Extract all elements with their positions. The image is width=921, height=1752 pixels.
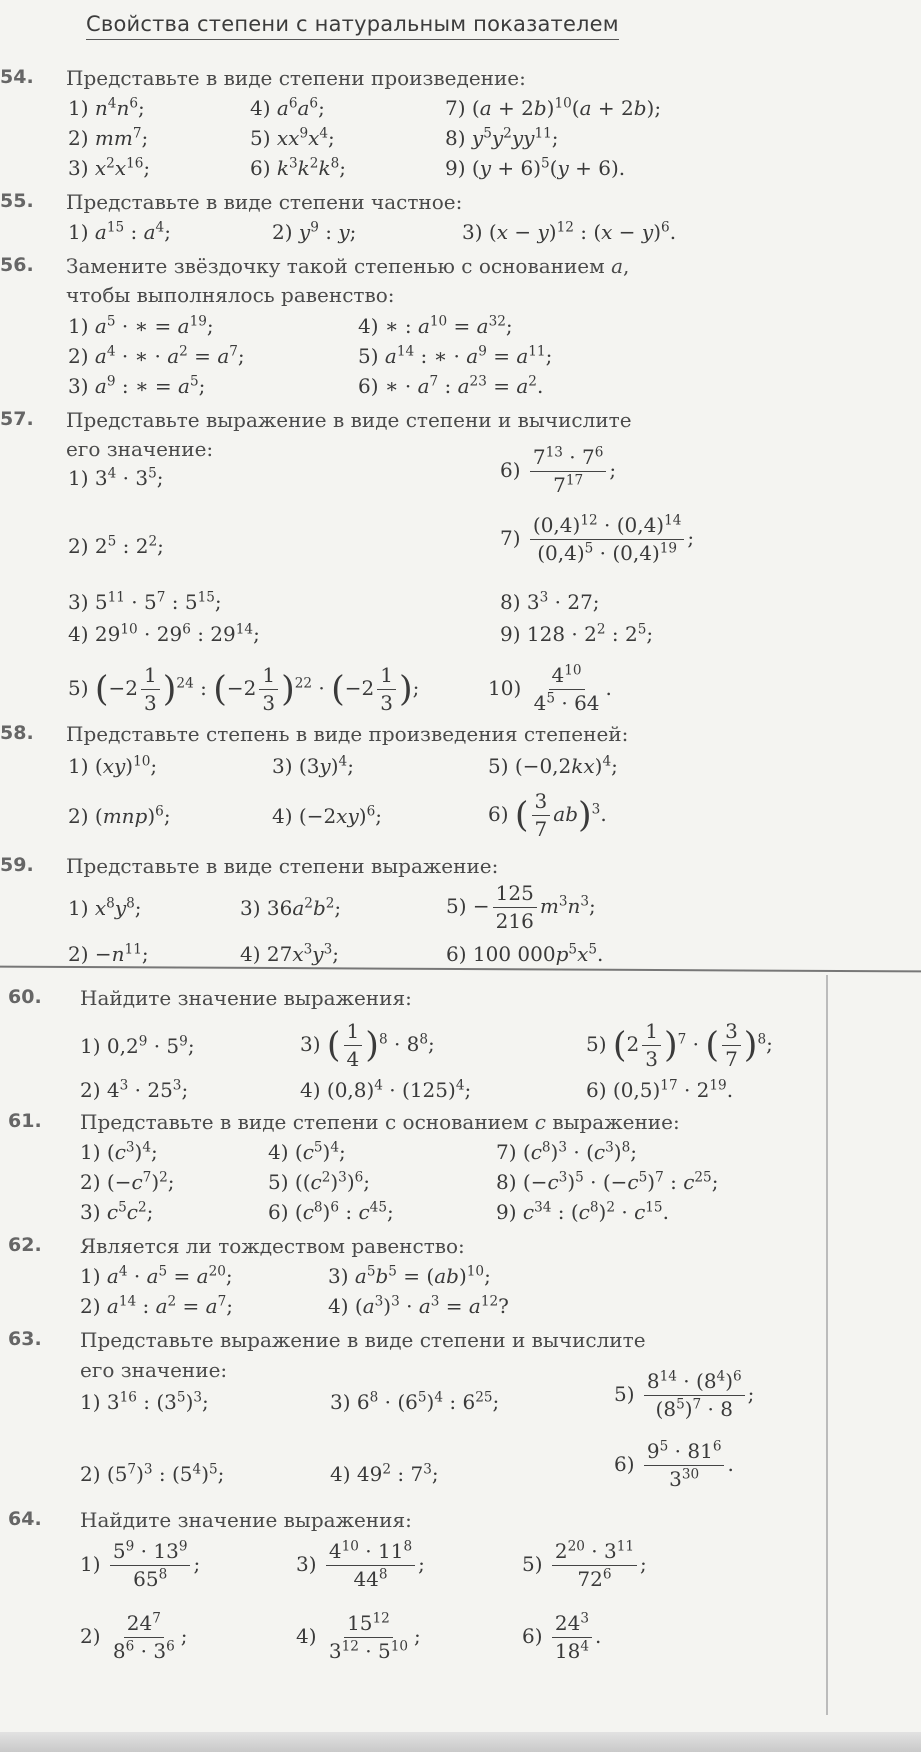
expr-54-3: 3) $x^2x^{16}$; [68,155,151,180]
expr-60-6: 6) $(0,5)^{17} \cdot 2^{19}$. [586,1077,734,1102]
expr-54-8: 8) $y^5y^2yy^{11}$; [445,125,559,150]
expr-62-3: 3) $a^5b^5 = (ab)^{10}$; [328,1263,491,1288]
expr-60-3: 3) ( $\frac{1}{4}$ )$^8 \cdot 8^8$; [300,1019,435,1071]
expr-55-1: 1) $a^{15}$ : $a^4$; [68,219,171,244]
expr-57-6: 6) $\frac{7^{13} \cdot 7^6}{7^{17}}$ ; [500,444,617,497]
expr-59-2: $2) -n^{11}$; [68,941,149,966]
expr-61-3: 3) $c^5c^2$; [80,1199,154,1224]
expr-56-5: 5) $a^{14}$ : ∗ · $a^9 = a^{11}$; [358,343,553,368]
expr-61-8: 8) $(-c^3)^5 \cdot (-c^5)^7$ : $c^{25}$; [496,1169,719,1194]
expr-64-1: 1) $\frac{5^9 \cdot 13^9}{65^8}$ ; [80,1538,201,1591]
expr-56-1: 1) $a^5$ · ∗ = $a^{19}$; [68,313,214,338]
page-title: Свойства степени с натуральным показателем [86,12,619,40]
expr-57-7: 7) $\frac{(0,4)^{12} \cdot (0,4)^{14}}{(0,4)^5 \cdot (0,4)^{19}}$ ; [500,512,695,565]
expr-55-3: 3) $(x - y)^{12}$ : $(x - y)^6$. [462,219,677,244]
expr-57-2: 2) $2^5$ : $2^2$; [68,533,164,558]
problem-58-text: Представьте степень в виде произведения степеней: [66,722,629,746]
expr-64-4: 4) $\frac{15^{12}}{3^{12} \cdot 5^{10}}$ ; [296,1610,421,1663]
expr-54-6: 6) $k^3k^2k^8$; [250,155,346,180]
expr-58-6: 6) ( $\frac{3}{7}$ ab)$^3$. [488,789,607,841]
problem-number-63: 63. [8,1328,42,1350]
expr-61-7: 7) $(c^8)^3 \cdot (c^3)^8$; [496,1139,637,1164]
problem-number-62: 62. [8,1234,42,1256]
problem-62-text: Является ли тождеством равенство: [80,1234,465,1258]
problem-55-text: Представьте в виде степени частное: [66,190,463,214]
problem-60-text: Найдите значение выражения: [80,986,412,1010]
problem-63-text-cont: его значение: [80,1358,228,1382]
expr-61-2: 2) $(-c^7)^2$; [80,1169,175,1194]
problem-number-61: 61. [8,1110,42,1132]
expr-54-5: 5) $xx^9x^4$; [250,125,335,150]
expr-58-2: 2) (mnp)$^6$; [68,803,171,828]
problem-number-58: 58. [0,722,34,744]
expr-64-6: 6) $\frac{24^3}{18^4}$ . [522,1610,602,1663]
expr-60-1: 1) $0,2^9 \cdot 5^9$; [80,1033,195,1058]
expr-62-4: 4) $(a^3)^3 \cdot a^3 = a^{12}$? [328,1293,509,1318]
problem-number-54: 54. [0,66,34,88]
expr-57-9: 9) $128 \cdot 2^2$ : $2^5$; [500,621,654,646]
page-bottom-edge [0,1732,921,1752]
expr-63-4: 4) $49^2$ : $7^3$; [330,1461,439,1486]
expr-61-9: 9) $c^{34}$ : $(c^8)^2 \cdot c^{15}$. [496,1199,669,1224]
problem-59-text: Представьте в виде степени выражение: [66,854,499,878]
expr-59-3: 3) $36a^2b^2$; [240,895,342,920]
expr-54-9: 9) $(y + 6)^5(y + 6)$. [445,155,626,180]
expr-54-1: 1) $n^4n^6$; [68,95,145,120]
problem-57-text-cont: его значение: [66,437,214,461]
expr-63-2: 2) $(5^7)^3$ : $(5^4)^5$; [80,1461,225,1486]
expr-56-6: 6) ∗ · $a^7$ : $a^{23} = a^2$. [358,373,544,398]
expr-54-4: 4) $a^6a^6$; [250,95,325,120]
expr-58-1: 1) (xy)$^{10}$; [68,753,158,778]
problem-57-text: Представьте выражение в виде степени и вычислите [66,408,632,432]
problem-number-59: 59. [0,854,34,876]
expr-58-4: 4) $(-2xy)^6$; [272,803,382,828]
problem-number-64: 64. [8,1508,42,1530]
problem-56-text-cont: чтобы выполнялось равенство: [66,283,395,307]
expr-54-7: 7) $(a + 2b)^{10}(a + 2b)$; [445,95,662,120]
expr-59-4: 4) $27x^3y^3$; [240,941,339,966]
problem-63-text: Представьте выражение в виде степени и вычислите [80,1328,646,1352]
expr-61-4: 4) $(c^5)^4$; [268,1139,346,1164]
expr-64-3: 3) $\frac{4^{10} \cdot 11^8}{44^8}$ ; [296,1538,425,1591]
expr-64-5: 5) $\frac{2^{20} \cdot 3^{11}}{72^6}$ ; [522,1538,647,1591]
expr-56-4: 4) ∗ : $a^{10} = a^{32}$; [358,313,513,338]
problem-56-text: Замените звёздочку такой степенью с основанием a, [66,254,630,278]
expr-58-3: 3) $(3y)^4$; [272,753,354,778]
expr-62-1: 1) $a^4 \cdot a^5 = a^{20}$; [80,1263,233,1288]
expr-64-2: 2) $\frac{24^7}{8^6 \cdot 3^6}$ ; [80,1610,188,1663]
expr-61-5: 5) $((c^2)^3)^6$; [268,1169,371,1194]
expr-62-2: 2) $a^{14}$ : $a^2 = a^7$; [80,1293,234,1318]
expr-59-5: 5) − $\frac{125}{216}$ $m^3n^3$; [446,881,596,933]
expr-57-5: 5) (−2 $\frac{1}{3}$ )$^{24}$ : (−2 $\frac{1}{3}$ )$^{22}$ · (−2 $\frac{1}{3}$ ); [68,663,420,715]
problem-54-text: Представьте в виде степени произведение: [66,66,526,90]
problem-64-text: Найдите значение выражения: [80,1508,412,1532]
expr-55-2: 2) $y^9$ : y; [272,219,357,244]
expr-60-2: 2) $4^3 \cdot 25^3$; [80,1077,189,1102]
expr-57-3: 3) $5^{11} \cdot 5^7$ : $5^{15}$; [68,589,222,614]
expr-57-1: 1) $3^4 \cdot 3^5$; [68,465,164,490]
expr-59-6: 6) 100 $000p^5x^5$. [446,941,604,966]
expr-56-3: 3) $a^9$ : ∗ = $a^5$; [68,373,206,398]
expr-57-10: 10) $\frac{4^{10}}{4^5 \cdot 64}$ . [488,662,612,715]
expr-63-3: 3) $6^8 \cdot (6^5)^4$ : $6^{25}$; [330,1389,500,1414]
page-margin-rule [826,975,828,1715]
problem-61-text: Представьте в виде степени с основанием c выражение: [80,1110,680,1134]
expr-60-5: 5) (2 $\frac{1}{3}$ )$^7$ · ( $\frac{3}{7}$ )$^8$; [586,1019,773,1071]
expr-63-5: 5) $\frac{8^{14} \cdot (8^4)^6}{(8^5)^7 \cdot 8}$ ; [614,1368,755,1421]
problem-number-57: 57. [0,408,34,430]
page-fold-line [0,966,921,973]
expr-61-6: 6) $(c^8)^6$ : $c^{45}$; [268,1199,394,1224]
expr-59-1: 1) $x^8y^8$; [68,895,142,920]
problem-number-55: 55. [0,190,34,212]
expr-63-6: 6) $\frac{9^5 \cdot 81^6}{3^{30}}$ . [614,1438,734,1491]
expr-60-4: 4) $(0,8)^4 \cdot (125)^4$; [300,1077,472,1102]
problem-number-56: 56. [0,254,34,276]
problem-number-60: 60. [8,986,42,1008]
expr-54-2: 2) $mm^7$; [68,125,149,150]
expr-57-4: 4) $29^{10} \cdot 29^6$ : $29^{14}$; [68,621,260,646]
expr-61-1: 1) $(c^3)^4$; [80,1139,158,1164]
expr-56-2: 2) $a^4$ · ∗ · $a^2 = a^7$; [68,343,245,368]
expr-57-8: 8) $3^3 \cdot 27$; [500,589,600,614]
expr-63-1: 1) $3^{16}$ : $(3^5)^3$; [80,1389,209,1414]
expr-58-5: 5) $(-0,2kx)^4$; [488,753,618,778]
